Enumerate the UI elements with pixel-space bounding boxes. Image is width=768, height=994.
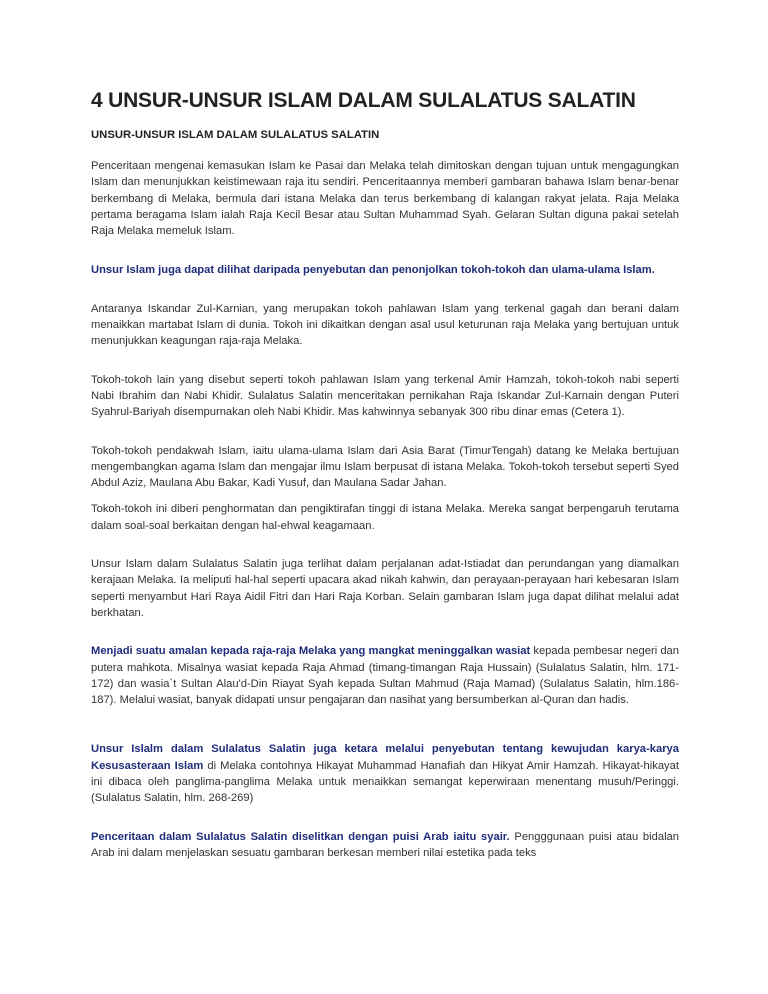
paragraph-syair: [91, 829, 679, 862]
document-subtitle: UNSUR-UNSUR ISLAM DALAM SULALATUS SALATIN: [91, 129, 380, 141]
karya-text: di Melaka contohnya Hikayat Muhammad Hanafiah dan Hikyat Amir Hamzah. Hikayat-hikayat ini dibaca oleh panglima-panglima Melaka untuk menaikkan semangat keperwiraan menentang musuh/Peringgi. (Sulalatus Salatin, hlm. 268-269): [91, 759, 679, 805]
wasiat-highlight: Menjadi suatu amalan kepada raja-raja Melaka yang mangkat meninggalkan wasiat: [91, 645, 531, 658]
syair-highlight: Penceritaan dalam Sulalatus Salatin diselitkan dengan puisi Arab iaitu syair.: [91, 830, 510, 843]
paragraph-adat-istiadat: Unsur Islam dalam Sulalatus Salatin juga terlihat dalam perjalanan adat-Istiadat dan perundangan yang diamalkan kerajaan Melaka. Ia meliputi hal-hal seperti upacara akad nikah kahwin, dan perayaan-perayaan hari kebesaran Islam seperti menyambut Hari Raya Aidil Fitri dan Hari Raja Korban. Selain gambaran Islam juga dapat dilihat melalui adat berkhatan.: [91, 558, 679, 619]
paragraph-iskandar: Antaranya Iskandar Zul-Karnian, yang merupakan tokoh pahlawan Islam yang terkenal gagah dan berani dalam menaikkan martabat Islam di dunia. Tokoh ini dikaitkan dengan asal usul keturunan raja Melaka yang bertujuan untuk menunjukkan keagungan raja-raja Melaka.: [91, 302, 679, 348]
paragraph-penghormatan: Tokoh-tokoh ini diberi penghormatan dan pengiktirafan tinggi di istana Melaka. Mereka sangat berpengaruh terutama dalam soal-soal berkaitan dengan hal-ehwal keagamaan.: [91, 503, 679, 532]
document-body: [91, 88, 679, 861]
karya-highlight: Unsur Islalm dalam Sulalatus Salatin juga ketara melalui penyebutan tentang kewujudan karya-karya Kesusasteraan Islam: [91, 743, 679, 772]
paragraph-wasiat: [91, 643, 679, 708]
document-title: 4 UNSUR-UNSUR ISLAM DALAM SULALATUS SALATIN: [91, 89, 636, 112]
wasiat-text: kepada pembesar negeri dan putera mahkota. Misalnya wasiat kepada Raja Ahmad (timang-timangan Raja Hussain) (Sulalatus Salatin, hlm. 171-172) dan wasia`t Sultan Alau'd-Din Riayat Syah kepada Sultan Mahmud (Raja Mamad) (Sulalatus Salatin, hlm.186-187). Melalui wasiat, banyak didapati unsur pengajaran dan nasihat yang bersumberkan al-Quran dan hadis.: [91, 645, 679, 707]
heading-tokoh-ulama: Unsur Islam juga dapat dilihat daripada penyebutan dan penonjolkan tokoh-tokoh dan ulama-ulama Islam.: [91, 264, 655, 277]
syair-text: Pengggunaan puisi atau bidalan Arab ini dalam menjelaskan sesuatu gambaran berkesan memberi nilai estetika pada teks: [91, 830, 679, 859]
paragraph-pendakwah: Tokoh-tokoh pendakwah Islam, iaitu ulama-ulama Islam dari Asia Barat (TimurTengah) datang ke Melaka bertujuan mengembangkan agama Islam dan mengajar ilmu Islam berpusat di istana Melaka. Tokoh-tokoh tersebut seperti Syed Abdul Aziz, Maulana Abu Bakar, Kadi Yusuf, dan Maulana Sadar Jahan.: [91, 444, 679, 490]
paragraph-tokoh-lain: Tokoh-tokoh lain yang disebut seperti tokoh pahlawan Islam yang terkenal Amir Hamzah, tokoh-tokoh nabi seperti Nabi Ibrahim dan Nabi Khidir. Sulalatus Salatin menceritakan pernikahan Raja Iskandar Zul-Karnain dengan Puteri Syahrul-Bariyah disempurnakan oleh Nabi Khidir. Mas kahwinnya sebanyak 300 ribu dinar emas (Cetera 1).: [91, 373, 679, 419]
paragraph-intro: Penceritaan mengenai kemasukan Islam ke Pasai dan Melaka telah dimitoskan dengan tujuan untuk mengagungkan Islam dan menunjukkan keistimewaan raja itu sendiri. Penceritaannya memberi gambaran bahawa Islam benar-benar berkembang di Melaka, bermula dari istana Melaka dan terus berkembang di kalangan rakyat jelata. Raja Melaka pertama beragama Islam ialah Raja Kecil Besar atau Sultan Muhammad Syah. Gelaran Sultan diguna pakai setelah Raja Melaka memeluk Islam.: [91, 160, 679, 238]
paragraph-karya: [91, 741, 679, 806]
